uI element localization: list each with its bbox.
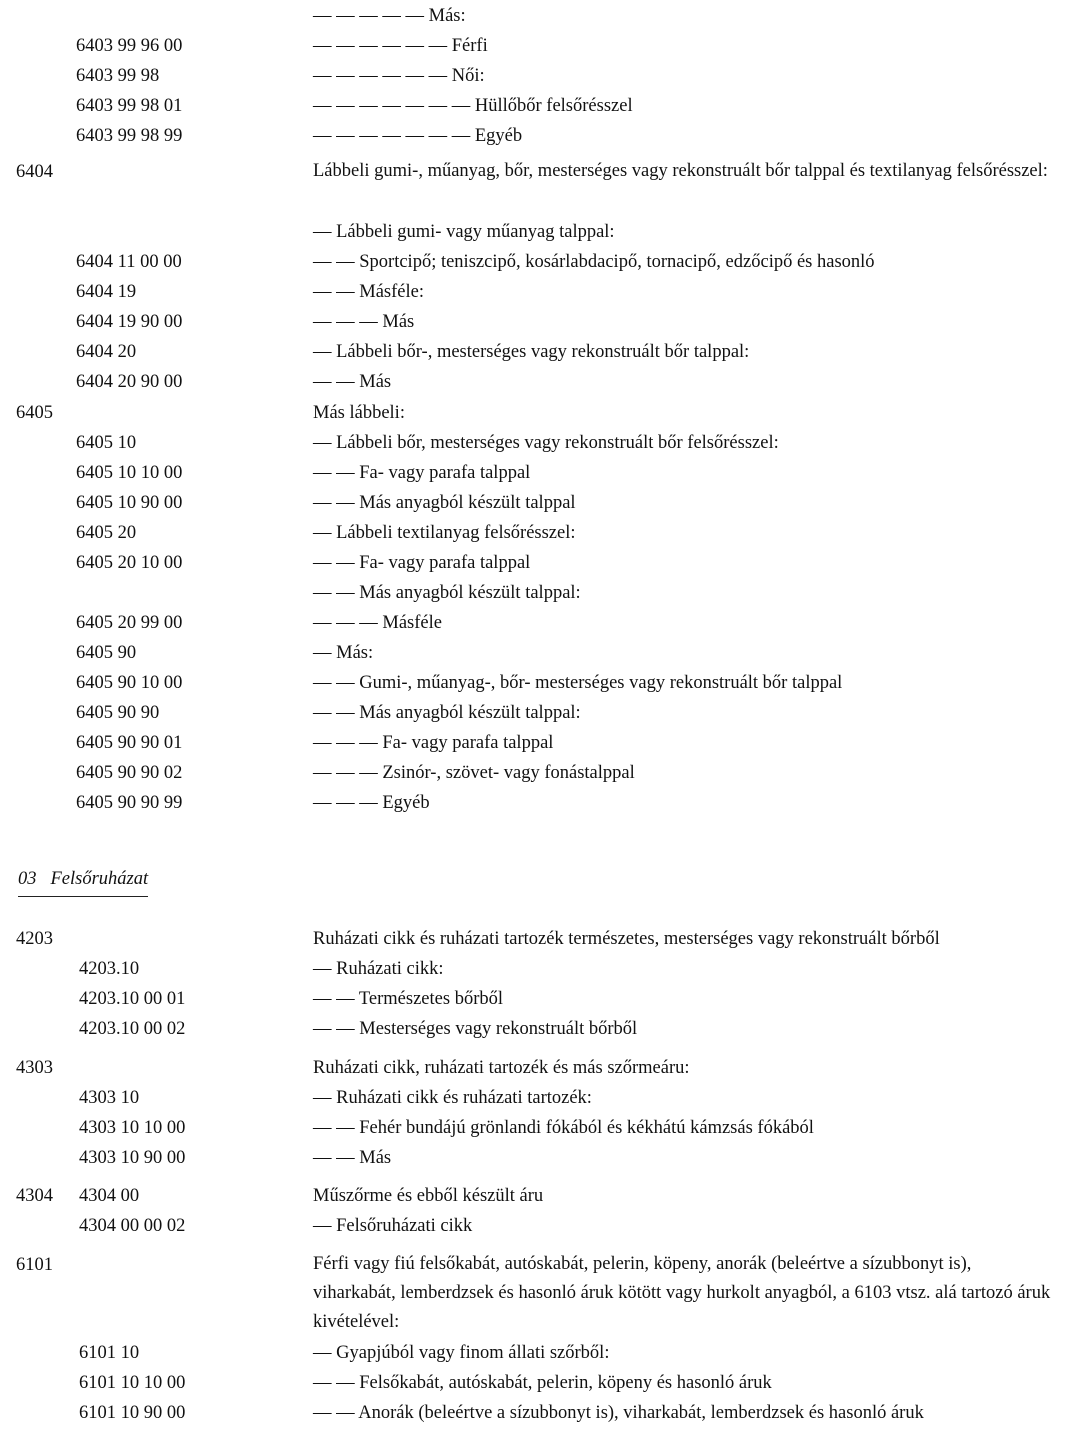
table-row: [0, 91, 1065, 121]
row-code: 6404 19: [76, 282, 137, 302]
row-description: — — Más anyagból készült talppal:: [313, 703, 581, 723]
table-row: [0, 337, 1065, 367]
table-row: [0, 61, 1065, 91]
heading-4303: [0, 1053, 1065, 1173]
row-code: 6405 20 99 00: [76, 613, 183, 633]
row-code: 6405 10 10 00: [76, 463, 183, 483]
table-row: [0, 1113, 1065, 1143]
heading-description: Ruházati cikk és ruházati tartozék természetes, mesterséges vagy rekonstruált bőrből: [313, 929, 940, 949]
row-code: 6404 20 90 00: [76, 372, 183, 392]
row-code: 6403 99 98 99: [76, 126, 183, 146]
table-row: [0, 924, 1065, 954]
table-row: [0, 548, 1065, 578]
row-description: — — Sportcipő; teniszcipő, kosárlabdacipő, tornacipő, edzőcipő és hasonló: [313, 252, 875, 272]
row-description: — — — — — — — Egyéb: [313, 126, 523, 146]
row-code: 4203.10: [79, 959, 140, 979]
row-code: 6405 90 90 99: [76, 793, 183, 813]
row-code: 6404 19 90 00: [76, 312, 183, 332]
row-code: 6101 10 10 00: [79, 1373, 186, 1393]
heading-description: Műszőrme és ebből készült áru: [313, 1186, 544, 1206]
row-description: — — Más anyagból készült talppal:: [313, 583, 581, 603]
row-code: 6405 90 90 02: [76, 763, 183, 783]
row-code: 6405 90 10 00: [76, 673, 183, 693]
row-code: 4203.10 00 01: [79, 989, 186, 1009]
table-row: [0, 698, 1065, 728]
row-description: — — Más: [313, 1148, 392, 1168]
heading-4203: [0, 924, 1065, 1044]
row-code: 6403 99 96 00: [76, 36, 183, 56]
table-row: [0, 1181, 1065, 1211]
table-row: [0, 728, 1065, 758]
table-row: [0, 578, 1065, 608]
row-code: 6405 90: [76, 643, 137, 663]
table-row: [0, 217, 1065, 247]
heading-6404: [0, 157, 1065, 397]
row-description: — — — Másféle: [313, 613, 442, 633]
row-code: 6405 20: [76, 523, 137, 543]
row-description: — — — Zsinór-, szövet- vagy fonástalppal: [313, 763, 635, 783]
row-description: — — — — — — Férfi: [313, 36, 488, 56]
table-row: [0, 984, 1065, 1014]
table-row: [0, 518, 1065, 548]
row-description: — Lábbeli textilanyag felsőrésszel:: [313, 523, 576, 543]
section-title: Felsőruházat: [50, 869, 149, 889]
table-row: [0, 428, 1065, 458]
heading-6101: [0, 1250, 1065, 1428]
row-description: — — Gumi-, műanyag-, bőr- mesterséges vagy rekonstruált bőr talppal: [313, 673, 843, 693]
row-description: — — Fehér bundájú grönlandi fókából és kékhátú kámzsás fókából: [313, 1118, 814, 1138]
row-description: — — Fa- vagy parafa talppal: [313, 553, 531, 573]
table-row: [0, 954, 1065, 984]
heading-4304: [0, 1181, 1065, 1241]
row-description: — Felsőruházati cikk: [313, 1216, 473, 1236]
row-code: 4304 00 00 02: [79, 1216, 186, 1236]
heading-6405: [0, 398, 1065, 818]
row-description: — Ruházati cikk:: [313, 959, 444, 979]
row-code: 6403 99 98 01: [76, 96, 183, 116]
row-code: 4203.10 00 02: [79, 1019, 186, 1039]
table-row: [0, 608, 1065, 638]
row-code: 6405 10 90 00: [76, 493, 183, 513]
row-code: 6405 90 90: [76, 703, 160, 723]
section-heading: [18, 864, 148, 897]
table-row: [0, 1211, 1065, 1241]
row-code: 6404 20: [76, 342, 137, 362]
table-row: [0, 31, 1065, 61]
row-description: — — — Más: [313, 312, 415, 332]
table-row: [0, 668, 1065, 698]
table-row: [0, 1014, 1065, 1044]
table-row: [0, 1, 1065, 31]
row-description: — — Más: [313, 372, 392, 392]
row-code: 4303 10: [79, 1088, 140, 1108]
row-description: — — — Fa- vagy parafa talppal: [313, 733, 554, 753]
row-description: — — Anorák (beleértve a sízubbonyt is), viharkabát, lemberdzsek és hasonló áruk: [313, 1403, 924, 1423]
row-code: 6403 99 98: [76, 66, 160, 86]
row-description: — — Mesterséges vagy rekonstruált bőrből: [313, 1019, 638, 1039]
heading-code: 6101: [16, 1255, 53, 1275]
row-description: — — Fa- vagy parafa talppal: [313, 463, 531, 483]
row-code: 4303 10 90 00: [79, 1148, 186, 1168]
row-description: — — — — — — — Hüllőbőr felsőrésszel: [313, 96, 633, 116]
block-6403-continuation: [0, 1, 1065, 151]
table-row: [0, 157, 1065, 217]
table-row: [0, 121, 1065, 151]
table-row: [0, 367, 1065, 397]
section-number: 03: [18, 869, 37, 889]
row-description: — Gyapjúból vagy finom állati szőrből:: [313, 1343, 610, 1363]
table-row: [0, 1338, 1065, 1368]
row-description: — Más:: [313, 643, 374, 663]
table-row: [0, 1083, 1065, 1113]
row-description: — — Más anyagból készült talppal: [313, 493, 576, 513]
table-row: [0, 1053, 1065, 1083]
table-row: [0, 1143, 1065, 1173]
row-code: 6404 11 00 00: [76, 252, 182, 272]
row-description: — — Felsőkabát, autóskabát, pelerin, köpeny és hasonló áruk: [313, 1373, 772, 1393]
heading-code: 6404: [16, 162, 53, 182]
row-description: — — — — — Más:: [313, 6, 466, 26]
row-code: 6405 10: [76, 433, 137, 453]
heading-description: Más lábbeli:: [313, 403, 405, 423]
table-row: [0, 758, 1065, 788]
table-row: [0, 638, 1065, 668]
row-description: — — — — — — Női:: [313, 66, 485, 86]
row-code: 6101 10 90 00: [79, 1403, 186, 1423]
row-code: 4303 10 10 00: [79, 1118, 186, 1138]
table-row: [0, 277, 1065, 307]
row-code: 6405 90 90 01: [76, 733, 183, 753]
heading-description: Ruházati cikk, ruházati tartozék és más szőrmeáru:: [313, 1058, 690, 1078]
row-description: — Lábbeli bőr-, mesterséges vagy rekonstruált bőr talppal:: [313, 342, 750, 362]
table-row: [0, 1368, 1065, 1398]
heading-code: 4304: [16, 1186, 53, 1206]
table-row: [0, 458, 1065, 488]
table-row: [0, 1250, 1065, 1338]
row-description: — — Másféle:: [313, 282, 424, 302]
heading-code: 4203: [16, 929, 53, 949]
table-row: [0, 247, 1065, 277]
row-description: — Ruházati cikk és ruházati tartozék:: [313, 1088, 592, 1108]
row-description: — Lábbeli bőr, mesterséges vagy rekonstruált bőr felsőrésszel:: [313, 433, 779, 453]
table-row: [0, 488, 1065, 518]
row-code: 6101 10: [79, 1343, 140, 1363]
row-description: — — Természetes bőrből: [313, 989, 503, 1009]
table-row: [0, 788, 1065, 818]
heading-description: Férfi vagy fiú felsőkabát, autóskabát, pelerin, köpeny, anorák (beleértve a sízubbonyt is), viharkabát, lemberdzsek és hasonló áruk kötött vagy hurkolt anyagból, a 6103 vtsz. alá tartozó áruk kivételével:: [313, 1254, 1051, 1332]
row-description: — — — Egyéb: [313, 793, 430, 813]
row-code: 6405 20 10 00: [76, 553, 183, 573]
table-row: [0, 398, 1065, 428]
row-description: — Lábbeli gumi- vagy műanyag talppal:: [313, 222, 615, 242]
heading-description: Lábbeli gumi-, műanyag, bőr, mesterséges vagy rekonstruált bőr talppal és textilanyag felsőrésszel:: [313, 161, 1048, 181]
heading-code: 4303: [16, 1058, 53, 1078]
table-row: [0, 1398, 1065, 1428]
row-code: 4304 00: [79, 1186, 140, 1206]
heading-code: 6405: [16, 403, 53, 423]
table-row: [0, 307, 1065, 337]
